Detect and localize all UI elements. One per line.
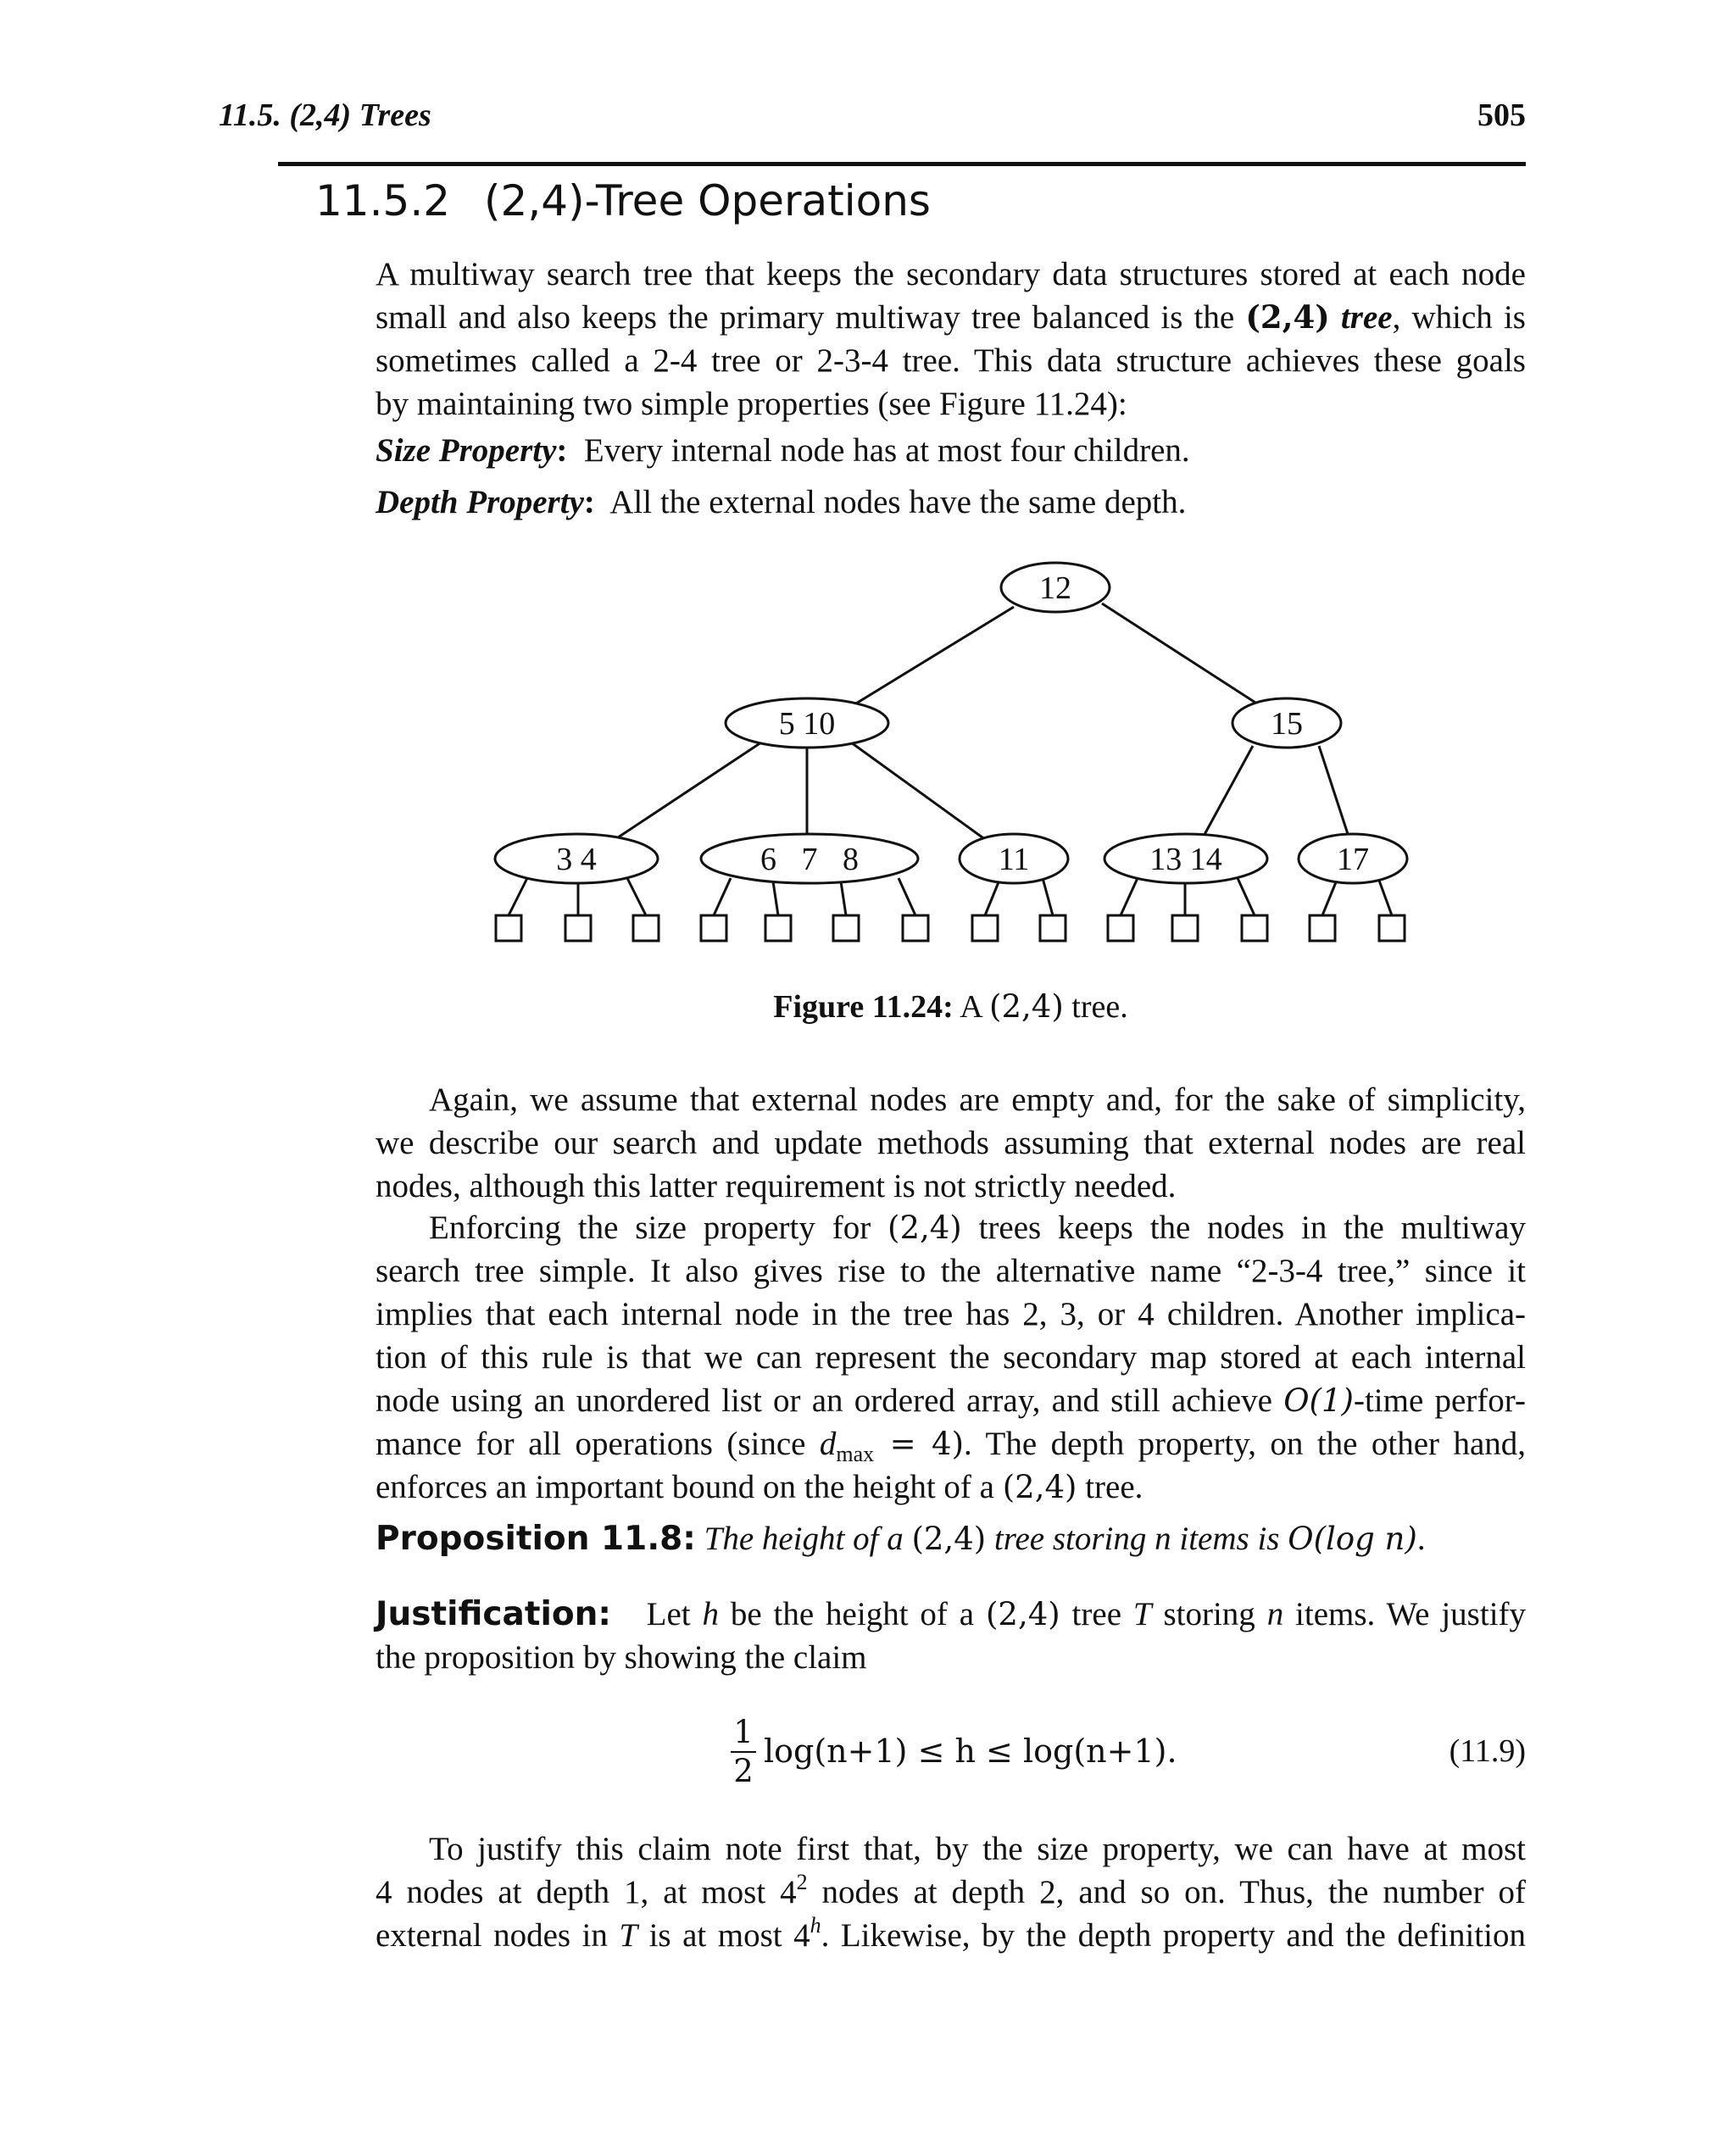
text-line: small and also keeps the primary multiway tree balanced is the (2,4) tree, which is (376, 298, 1526, 336)
external-node (1172, 915, 1198, 941)
node-label: 12 (1039, 570, 1071, 606)
external-node (833, 915, 859, 941)
figure-caption: Figure 11.24: A (2,4) tree. (773, 988, 1128, 1025)
text-line: Again, we assume that external nodes are empty and, for the sake of simplicity, (429, 1082, 1526, 1118)
justification (376, 1593, 1526, 1679)
text-line: the proposition by showing the claim (376, 1639, 867, 1676)
text-line: we describe our search and update methods assuming that external nodes are real (376, 1125, 1526, 1161)
external-node (565, 915, 591, 941)
paragraph (376, 1827, 1526, 1957)
node-label: 5 10 (778, 706, 836, 742)
external-node (496, 915, 521, 941)
property-name: Depth Property (376, 484, 584, 520)
node-label: 15 (1271, 706, 1303, 742)
property-name: Size Property (376, 432, 557, 469)
node-label: 6 7 8 (760, 842, 859, 877)
text-line: by maintaining two simple properties (see Figure 11.24): (376, 386, 1127, 422)
text-line: To justify this claim note first that, by the size property, we can have at most (429, 1831, 1526, 1867)
text-line: Enforcing the size property for (2,4) trees keeps the nodes in the multiway (429, 1210, 1526, 1246)
text-line: 4 nodes at depth 1, at most $4^2$ nodes at depth 2, and so on. Thus, the number of (376, 1870, 1526, 1910)
external-node (1310, 915, 1335, 941)
external-node (972, 915, 998, 941)
equation-number: (11.9) (1449, 1733, 1526, 1769)
section-title: (2,4)-Tree Operations (484, 176, 931, 225)
node-label: 3 4 (556, 842, 597, 877)
section-number: 11.5.2 (315, 176, 451, 225)
tree-figure (0, 0, 1736, 975)
paragraph (376, 1206, 1526, 1509)
text-line: external nodes in T is at most 4$^h$. Likewise, by the depth property and the definition (376, 1913, 1526, 1954)
text-line: A multiway search tree that keeps the secondary data structures stored at each node (376, 256, 1526, 292)
external-node (1108, 915, 1133, 941)
fraction: 1 2 (729, 1714, 758, 1790)
paragraph (376, 1078, 1526, 1208)
text-line: node using an unordered list or an ordered array, and still achieve O(1)-time perfor- (376, 1382, 1526, 1419)
text-line: nodes, although this latter requirement is not strictly needed. (376, 1168, 1177, 1204)
external-node (701, 915, 726, 941)
external-node (765, 915, 791, 941)
node-label: 13 14 (1149, 842, 1222, 877)
external-node (903, 915, 928, 941)
node-label: 11 (998, 842, 1030, 877)
proposition-label: Proposition 11.8: (376, 1520, 696, 1558)
text-line: implies that each internal node in the tree has 2, 3, or 4 children. Another implica- (376, 1296, 1526, 1332)
size-property: Size Property: Every internal node has at most four children. (376, 432, 1190, 469)
text-line: mance for all operations (since $d_{max} = 4$). The depth property, on the other hand, (376, 1426, 1527, 1466)
equation (376, 1707, 1526, 1800)
depth-property: Depth Property: All the external nodes have the same depth. (376, 484, 1187, 520)
text-line: sometimes called a 2-4 tree or 2-3-4 tree. This data structure achieves these goals (376, 342, 1526, 379)
property-text: Every internal node has at most four children. (583, 432, 1190, 469)
external-node (1242, 915, 1267, 941)
text-line: search tree simple. It also gives rise to the alternative name “2-3-4 tree,” since it (376, 1253, 1526, 1289)
text-line: enforces an important bound on the height of a (2,4) tree. (376, 1469, 1143, 1505)
justification-label: Justification: (376, 1595, 612, 1633)
property-text: All the external nodes have the same depth. (609, 484, 1187, 520)
chapter-title: 11.5. (2,4) Trees (219, 97, 431, 133)
page-number: 505 (1477, 97, 1526, 133)
figure-label: Figure 11.24: (773, 989, 954, 1025)
proposition: Proposition 11.8: The height of a (2,4) tree storing n items is O(log n). (376, 1520, 1426, 1558)
external-node (633, 915, 659, 941)
text-line: Justification: Let h be the height of a (2,4) tree T storing n items. We justify (376, 1595, 1527, 1633)
node-label: 17 (1337, 842, 1369, 877)
external-node (1379, 915, 1405, 941)
external-node (1040, 915, 1066, 941)
text-line: tion of this rule is that we can represent the secondary map stored at each internal (376, 1339, 1526, 1376)
equation-body: log(n+1) ≤ h ≤ log(n+1). (764, 1732, 1177, 1770)
